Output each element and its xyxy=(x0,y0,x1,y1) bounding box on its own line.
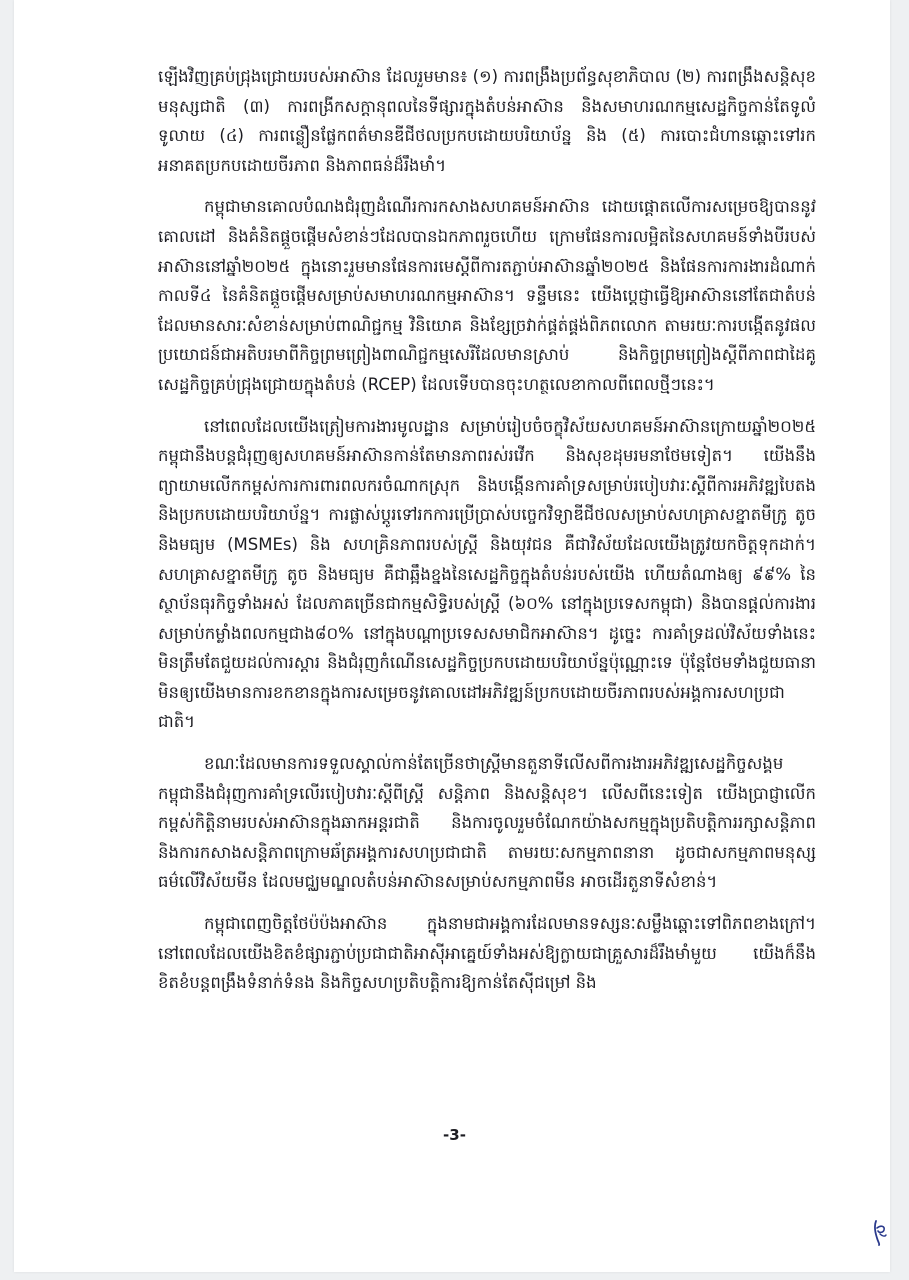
paragraph-2: កម្ពុជាមានគោលបំណងជំរុញដំណើរការកសាងសហគមន៍អាស៊ាន ដោយផ្តោតលើការសម្រេចឱ្យបាននូវគោលដៅ និងគំនិតផ្តួចផ្តើមសំខាន់ៗដែលបានឯកភាពរួចហើយ ក្រោមផែនការលម្អិតនៃសហគមន៍ទាំងបីរបស់អាស៊ាននៅឆ្នាំ២០២៥ ក្នុងនោះរួមមានផែនការមេស្តីពីការតភ្ជាប់អាស៊ានឆ្នាំ២០២៥ និងផែនការការងារដំណាក់កាលទី៤ នៃគំនិតផ្តួចផ្តើមសម្រាប់សមាហរណកម្មអាស៊ាន។ ទន្ទឹមនេះ យើងប្តេជ្ញាធ្វើឱ្យអាស៊ាននៅតែជាតំបន់ដែលមានសារៈសំខាន់សម្រាប់ពាណិជ្ជកម្ម វិនិយោគ និងខ្សែច្រវាក់ផ្គត់ផ្គង់ពិភពលោក តាមរយៈការបង្កើតនូវផលប្រយោជន៍ជាអតិបរមាពីកិច្ចព្រមព្រៀងពាណិជ្ជកម្មសេរីដែលមានស្រាប់ និងកិច្ចព្រមព្រៀងស្តីពីភាពជាដៃគូសេដ្ឋកិច្ចគ្រប់ជ្រុងជ្រោយក្នុងតំបន់ (RCEP) ដែលទើបបានចុះហត្ថលេខាកាលពីពេលថ្មីៗនេះ។ xyxy=(158,197,816,394)
initials-signature-mark xyxy=(872,1218,888,1246)
paragraph-3: នៅពេលដែលយើងត្រៀមការងារមូលដ្ឋាន សម្រាប់រៀបចំចក្ខុវិស័យសហគមន៍អាស៊ានក្រោយឆ្នាំ២០២៥ កម្ពុជានឹងបន្តជំរុញឲ្យសហគមន៍អាស៊ានកាន់តែមានភាពរស់រវើក និងសុខដុមរមនាថែមទៀត។ យើងនឹងព្យាយាមលើកកម្ពស់ការការពារពលករចំណាកស្រុក និងបង្កើនការគាំទ្រសម្រាប់របៀបវារៈស្តីពីការអភិវឌ្ឍបៃតង និងប្រកបដោយបរិយាប័ន្ន។ ការផ្លាស់ប្តូរទៅរកការប្រើប្រាស់បច្ចេកវិទ្យាឌីជីថលសម្រាប់សហគ្រាសខ្នាតមីក្រូ តូច និងមធ្យម (MSMEs) និង សហគ្រិនភាពរបស់ស្ត្រី និងយុវជន គឺជាវិស័យដែលយើងត្រូវយកចិត្តទុកដាក់។ សហគ្រាសខ្នាតមីក្រូ តូច និងមធ្យម គឺជាឆ្អឹងខ្នងនៃសេដ្ឋកិច្ចក្នុងតំបន់របស់យើង ហើយតំណាងឲ្យ ៩៩% នៃស្ថាប័នធុរកិច្ចទាំងអស់ ដែលភាគច្រើនជាកម្មសិទ្ធិរបស់ស្ត្រី (៦០% នៅក្នុងប្រទេសកម្ពុជា) និងបានផ្តល់ការងារសម្រាប់កម្លាំងពលកម្មជាង៨០% នៅក្នុងបណ្តាប្រទេសសមាជិកអាស៊ាន។ ដូច្នេះ ការគាំទ្រដល់វិស័យទាំងនេះ មិនត្រឹមតែជួយដល់ការស្តារ និងជំរុញកំណើនសេដ្ឋកិច្ចប្រកបដោយបរិយាប័ន្នប៉ុណ្ណោះទេ ប៉ុន្តែថែមទាំងជួយធានាមិនឲ្យយើងមានការខកខានក្នុងការសម្រេចនូវគោលដៅអភិវឌ្ឍន៍ប្រកបដោយចីរភាពរបស់អង្គការសហប្រជាជាតិ។ xyxy=(158,416,816,732)
paragraph-1: ឡើងវិញគ្រប់ជ្រុងជ្រោយរបស់អាស៊ាន ដែលរួមមាន៖ (១) ការពង្រឹងប្រព័ន្ធសុខាភិបាល (២) ការពង្រឹងសន្តិសុខមនុស្សជាតិ (៣) ការពង្រីកសក្តានុពលនៃទីផ្សារក្នុងតំបន់អាស៊ាន និងសមាហរណកម្មសេដ្ឋកិច្ចកាន់តែទូលំទូលាយ (៤) ការពន្លឿនផ្លែកពត៌មានឌីជីថលប្រកបដោយបរិយាប័ន្ន និង (៥) ការបោះជំហានឆ្ពោះទៅរកអនាគតប្រកបដោយចីរភាព និងភាពធន់ដ៏រឹងមាំ។ xyxy=(158,67,816,175)
paragraph-4: ខណៈដែលមានការទទួលស្គាល់កាន់តែច្រើនថាស្ត្រីមានតួនាទីលើសពីការងារអភិវឌ្ឍសេដ្ឋកិច្ចសង្គម កម្ពុជានឹងជំរុញការគាំទ្រលើរបៀបវារៈស្តីពីស្ត្រី សន្តិភាព និងសន្តិសុខ។ លើសពីនេះទៀត យើងប្រាជ្ញាលើកកម្ពស់កិត្តិនាមរបស់អាស៊ានក្នុងឆាកអន្តរជាតិ និងការចូលរួមចំណែកយ៉ាងសកម្មក្នុងប្រតិបត្តិការរក្សាសន្តិភាព និងការកសាងសន្តិភាពក្រោមឆ័ត្រអង្គការសហប្រជាជាតិ តាមរយៈសកម្មភាពនានា ដូចជាសកម្មភាពមនុស្សធម៌លើវិស័យមីន ដែលមជ្ឈមណ្ឌលតំបន់អាស៊ានសម្រាប់សកម្មភាពមីន អាចដើរតួនាទីសំខាន់។ xyxy=(158,754,816,892)
paragraph-5: កម្ពុជាពេញចិត្តថែប៉ប៉ងអាស៊ាន ក្នុងនាមជាអង្គការដែលមានទស្សនៈសម្លឹងឆ្ពោះទៅពិភពខាងក្រៅ។ នៅពេលដែលយើងខិតខំផ្សារភ្ជាប់ប្រជាជាតិអាស៊ីអាគ្នេយ៍ទាំងអស់ឱ្យក្លាយជាគ្រួសារដ៏រឹងមាំមួយ យើងក៏នឹងខិតខំបន្តពង្រឹងទំនាក់ទំនង និងកិច្ចសហប្រតិបត្តិការឱ្យកាន់តែស៊ីជម្រៅ និង xyxy=(158,914,816,993)
page-number: -3- xyxy=(443,1126,466,1144)
document-body xyxy=(158,62,816,1010)
